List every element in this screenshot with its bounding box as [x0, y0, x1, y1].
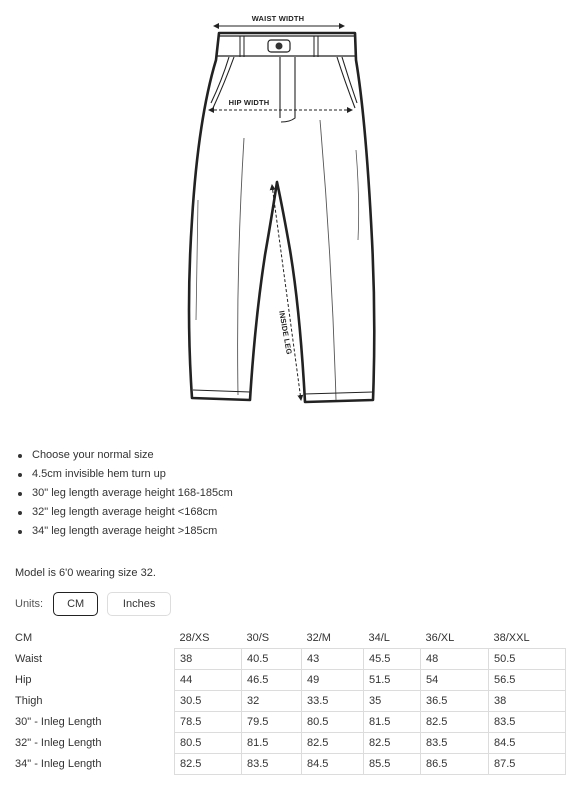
table-row	[15, 691, 566, 712]
unit-cm-button[interactable]: CM	[53, 592, 98, 616]
table-row	[15, 649, 566, 670]
table-row	[15, 754, 566, 775]
table-cell: 46.5	[242, 670, 302, 691]
table-cell: 83.5	[421, 733, 489, 754]
crease-left	[238, 138, 244, 395]
table-cell: 38	[175, 649, 242, 670]
list-item	[15, 446, 233, 465]
table-cell: 51.5	[364, 670, 421, 691]
waistband	[217, 36, 356, 56]
inside-leg-label: INSIDE LEG	[277, 309, 294, 356]
table-row	[15, 670, 566, 691]
list-item	[15, 503, 233, 522]
column-header: 36/XL	[425, 632, 455, 644]
table-cell: 81.5	[364, 712, 421, 733]
waist-button-icon	[276, 43, 283, 50]
bullet-icon	[18, 454, 22, 458]
model-size-note: Model is 6'0 wearing size 32.	[15, 567, 156, 579]
size-chart-table	[15, 628, 566, 775]
bullet-icon	[18, 473, 22, 477]
table-cell: 84.5	[489, 733, 566, 754]
table-cell: 80.5	[175, 733, 242, 754]
table-cell: 32	[242, 691, 302, 712]
crease-right	[320, 120, 336, 400]
trouser-outline	[189, 33, 374, 402]
row-label: 32" - Inleg Length	[15, 737, 102, 749]
fit-notes-list	[15, 446, 233, 541]
table-cell: 49	[302, 670, 364, 691]
unit-inches-button[interactable]: Inches	[107, 592, 171, 616]
hip-width-label: HIP WIDTH	[228, 98, 270, 107]
table-cell: 80.5	[302, 712, 364, 733]
table-cell: 79.5	[242, 712, 302, 733]
table-cell: 82.5	[364, 733, 421, 754]
list-item	[15, 522, 233, 541]
table-cell: 30.5	[175, 691, 242, 712]
list-item	[15, 484, 233, 503]
outseam-detail	[196, 150, 359, 320]
table-cell: 35	[364, 691, 421, 712]
column-header: 28/XS	[179, 632, 210, 644]
bullet-icon	[18, 492, 22, 496]
table-cell: 45.5	[364, 649, 421, 670]
list-item-text: 34" leg length average height >185cm	[32, 525, 218, 537]
table-cell: 56.5	[489, 670, 566, 691]
column-header: 32/M	[306, 632, 331, 644]
table-cell: 44	[175, 670, 242, 691]
table-cell: 84.5	[302, 754, 364, 775]
units-toggle	[15, 591, 180, 617]
waist-width-label: WAIST WIDTH	[251, 14, 305, 23]
pocket-right	[337, 57, 357, 108]
table-cell: 81.5	[242, 733, 302, 754]
table-cell: 82.5	[175, 754, 242, 775]
table-cell: 83.5	[489, 712, 566, 733]
table-cell: 82.5	[421, 712, 489, 733]
table-row	[15, 733, 566, 754]
list-item-text: 32" leg length average height <168cm	[32, 506, 218, 518]
table-cell: 87.5	[489, 754, 566, 775]
table-cell: 33.5	[302, 691, 364, 712]
units-label: Units:	[15, 598, 44, 610]
table-row	[15, 712, 566, 733]
table-cell: 40.5	[242, 649, 302, 670]
table-header-row	[15, 628, 566, 649]
table-cell: 50.5	[489, 649, 566, 670]
row-label: Waist	[15, 653, 43, 665]
table-cell: 82.5	[302, 733, 364, 754]
list-item-text: Choose your normal size	[32, 449, 154, 461]
row-label: Thigh	[15, 695, 43, 707]
bullet-icon	[18, 530, 22, 534]
table-cell: 83.5	[242, 754, 302, 775]
list-item-text: 4.5cm invisible hem turn up	[32, 468, 166, 480]
list-item-text: 30" leg length average height 168-185cm	[32, 487, 233, 499]
bullet-icon	[18, 511, 22, 515]
list-item	[15, 465, 233, 484]
table-cell: 78.5	[175, 712, 242, 733]
row-label: 30" - Inleg Length	[15, 716, 102, 728]
hem-lines	[193, 390, 373, 394]
column-header: 34/L	[368, 632, 390, 644]
column-header: 30/S	[246, 632, 270, 644]
row-label: Hip	[15, 674, 32, 686]
table-corner-header: CM	[15, 632, 33, 645]
table-cell: 43	[302, 649, 364, 670]
table-cell: 36.5	[421, 691, 489, 712]
row-label: 34" - Inleg Length	[15, 758, 102, 770]
table-cell: 38	[489, 691, 566, 712]
table-cell: 54	[421, 670, 489, 691]
fly-seam	[280, 57, 295, 122]
table-cell: 48	[421, 649, 489, 670]
table-cell: 86.5	[421, 754, 489, 775]
column-header: 38/XXL	[493, 632, 530, 644]
table-cell: 85.5	[364, 754, 421, 775]
